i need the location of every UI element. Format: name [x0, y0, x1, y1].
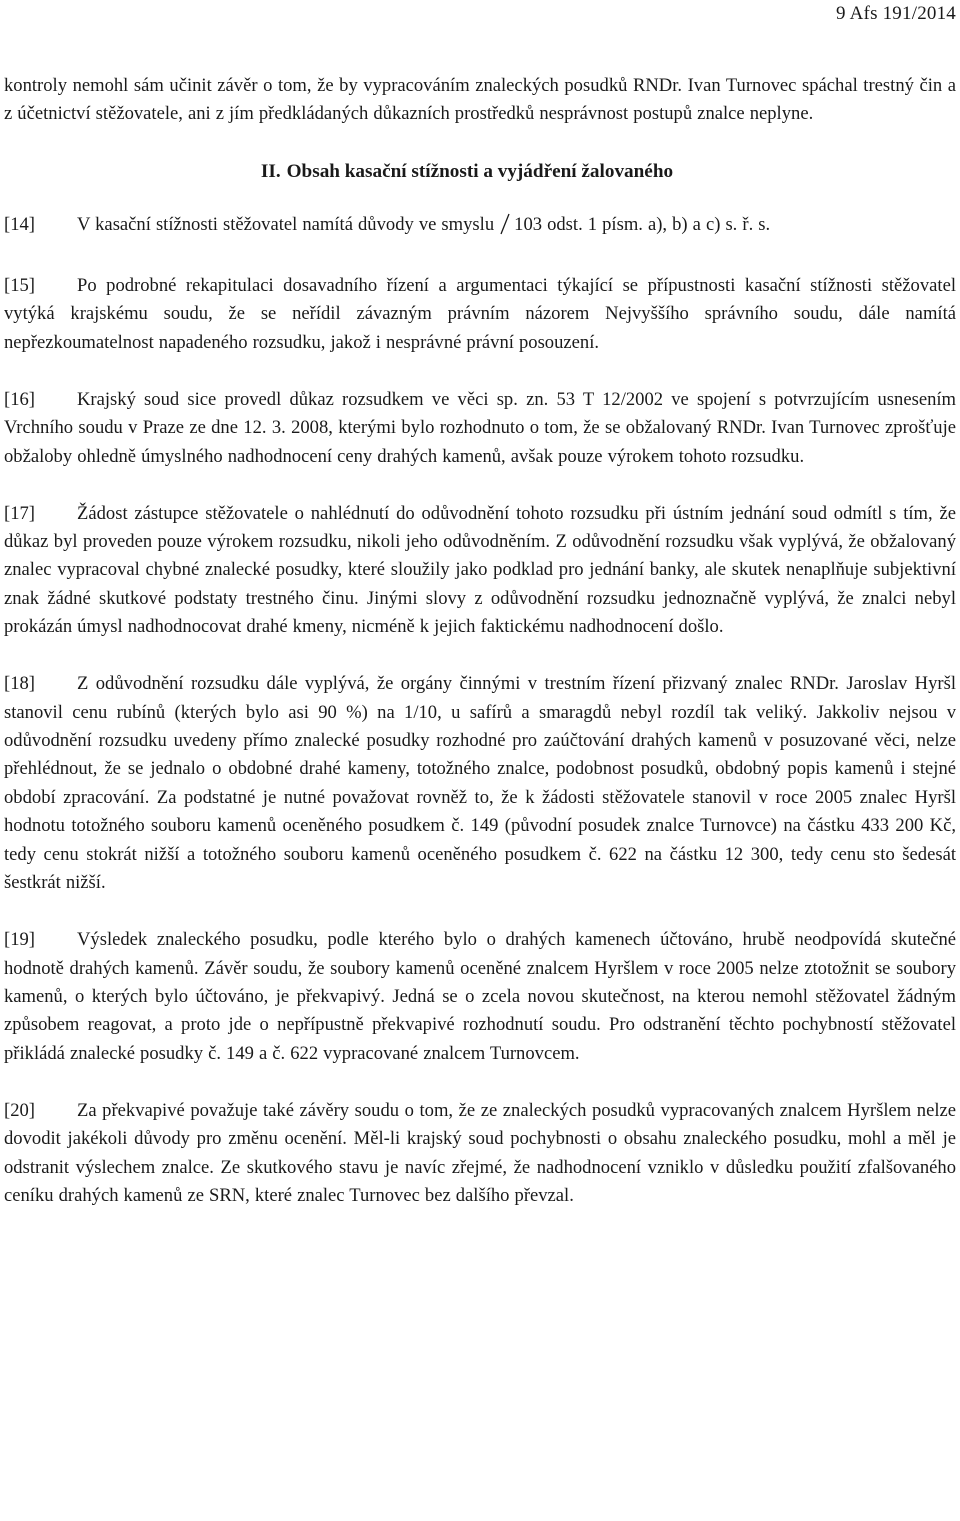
paragraph-text-cont: 103 odst. 1 písm. a), b) a c) s. ř. s. — [514, 213, 771, 235]
paragraph-14 — [4, 211, 956, 239]
paragraph-text: Za překvapivé považuje také závěry soudu o tom, že ze znaleckých posudků vypracovaných znalcem Hyršlem nelze dovodit jakékoli důvody pro změnu ocenění. Měl-li krajský soud pochybnosti o obsahu znaleckého posudku, mohl a měl je odstranit výslechem znalce. Ze skutkového stavu je navíc zřejmé, že nadhodnocení vzniklo v důsledku použití zfalšovaného ceníku drahých kamenů ze SRN, které znalec Turnovec bez dalšího převzal. — [4, 1099, 956, 1206]
paragraph-15 — [4, 272, 956, 357]
paragraph-text: Výsledek znaleckého posudku, podle kterého bylo o drahých kamenech účtováno, hrubě neodpovídá skutečné hodnotě drahých kamenů. Závěr soudu, že soubory kamenů oceněné znalcem Hyršlem v roce 2005 nelze ztotožnit se soubory kamenů, o kterých bylo účtováno, je překvapivý. Jedná se o zcela novou skutečnost, na kterou nemohl stěžovatel žádným způsobem reagovat, a proto jde o nepřípustně překvapivé rozhodnutí soudu. Pro odstranění těchto pochybností stěžovatel přikládá znalecké posudky č. 149 a č. 622 vypracované znalcem Turnovcem. — [4, 929, 956, 1064]
paragraph-16 — [4, 386, 956, 471]
paragraph-text: Krajský soud sice provedl důkaz rozsudkem ve věci sp. zn. 53 T 12/2002 ve spojení s potvrzujícím usnesením Vrchního soudu v Praze ze dne 12. 3. 2008, kterými bylo rozhodnuto o tom, že se obžalovaný RNDr. Ivan Turnovec zprošťuje obžaloby ohledně úmyslného nadhodnocení ceny drahých kamenů, avšak pouze výrokem tohoto rozsudku. — [4, 388, 956, 467]
paragraph-text: Z odůvodnění rozsudku dále vyplývá, že orgány činnými v trestním řízení přizvaný znalec RNDr. Jaroslav Hyršl stanovil cenu rubínů (kterých bylo asi 90 %) na 1/10, u safírů a smaragdů nebyl rozdíl tak veliký. Jakkoliv nejsou v odůvodnění rozsudku uvedeny přímo znalecké posudky rozhodné pro zaúčtování drahých kamenů v posuzované věci, nelze přehlédnout, že se jednalo o obdobné drahé kameny, totožného znalce, podobnost posudků, obdobný popis kamenů i stejné období zpracování. Za podstatné je nutné považovat rovněž to, že k žádosti stěžovatele stanovil v roce 2005 znalec Hyršl hodnotu totožného souboru kamenů oceněného posudkem č. 149 (původní posudek znalce Turnovce) na částku 433 200 Kč, tedy cenu stokrát nižší a totožného souboru kamenů oceněného posudkem č. 622 na částku 12 300, tedy cenu sto šedesát šestkrát nižší. — [4, 673, 956, 894]
document-body — [4, 72, 956, 1239]
paragraph-number: [19] — [4, 929, 35, 951]
paragraph-19 — [4, 926, 956, 1068]
paragraph-17 — [4, 500, 956, 642]
paragraph-number: [15] — [4, 275, 35, 297]
paragraph-number: [16] — [4, 388, 35, 410]
paragraph-text: V kasační stížnosti stěžovatel namítá důvody ve smyslu — [77, 213, 495, 235]
case-reference: 9 Afs 191/2014 — [836, 3, 956, 24]
section-heading — [4, 158, 956, 186]
paragraph-number: [18] — [4, 673, 35, 695]
paragraph-text: Žádost zástupce stěžovatele o nahlédnutí do odůvodnění tohoto rozsudku při ústním jednání soud odmítl s tím, že důkaz byl proveden pouze výrokem rozsudku, nikoli jeho odůvodněním. Z odůvodnění rozsudku však vyplývá, že obžalovaný znalec vypracoval chybné znalecké posudky, které sloužily jako podklad pro jednání banky, ale skutek nenaplňuje subjektivní znak žádné skutkové podstaty trestného činu. Jinými slovy z odůvodnění rozsudku jednoznačně vyplývá, že znalci nebyl prokázán úmysl nadhodnocovat drahé kmeny, nicméně k jejich faktickému nadhodnocení došlo. — [4, 502, 956, 638]
paragraph-number: [14] — [4, 213, 35, 235]
section-sign-icon — [500, 213, 510, 235]
paragraph-number: [17] — [4, 502, 35, 524]
paragraph-18 — [4, 670, 956, 897]
section-title: Obsah kasační stížnosti a vyjádření žalovaného — [286, 160, 674, 182]
paragraph-number: [20] — [4, 1099, 35, 1121]
section-number: II. — [260, 160, 281, 182]
paragraph-20 — [4, 1097, 956, 1211]
paragraph-text: Po podrobné rekapitulaci dosavadního řízení a argumentaci týkající se přípustnosti kasační stížnosti stěžovatel vytýká krajskému soudu, že se neřídil závazným právním názorem Nejvyššího správního soudu, dále namítá nepřezkoumatelnost napadeného rozsudku, jakož i nesprávné právní posouzení. — [4, 275, 956, 353]
intro-paragraph: kontroly nemohl sám učinit závěr o tom, že by vypracováním znaleckých posudků RNDr. Ivan Turnovec spáchal trestný čin a z účetnictví stěžovatele, ani z jím předkládaných důkazních prostředků nesprávnost postupů znalce neplyne. — [4, 75, 956, 125]
